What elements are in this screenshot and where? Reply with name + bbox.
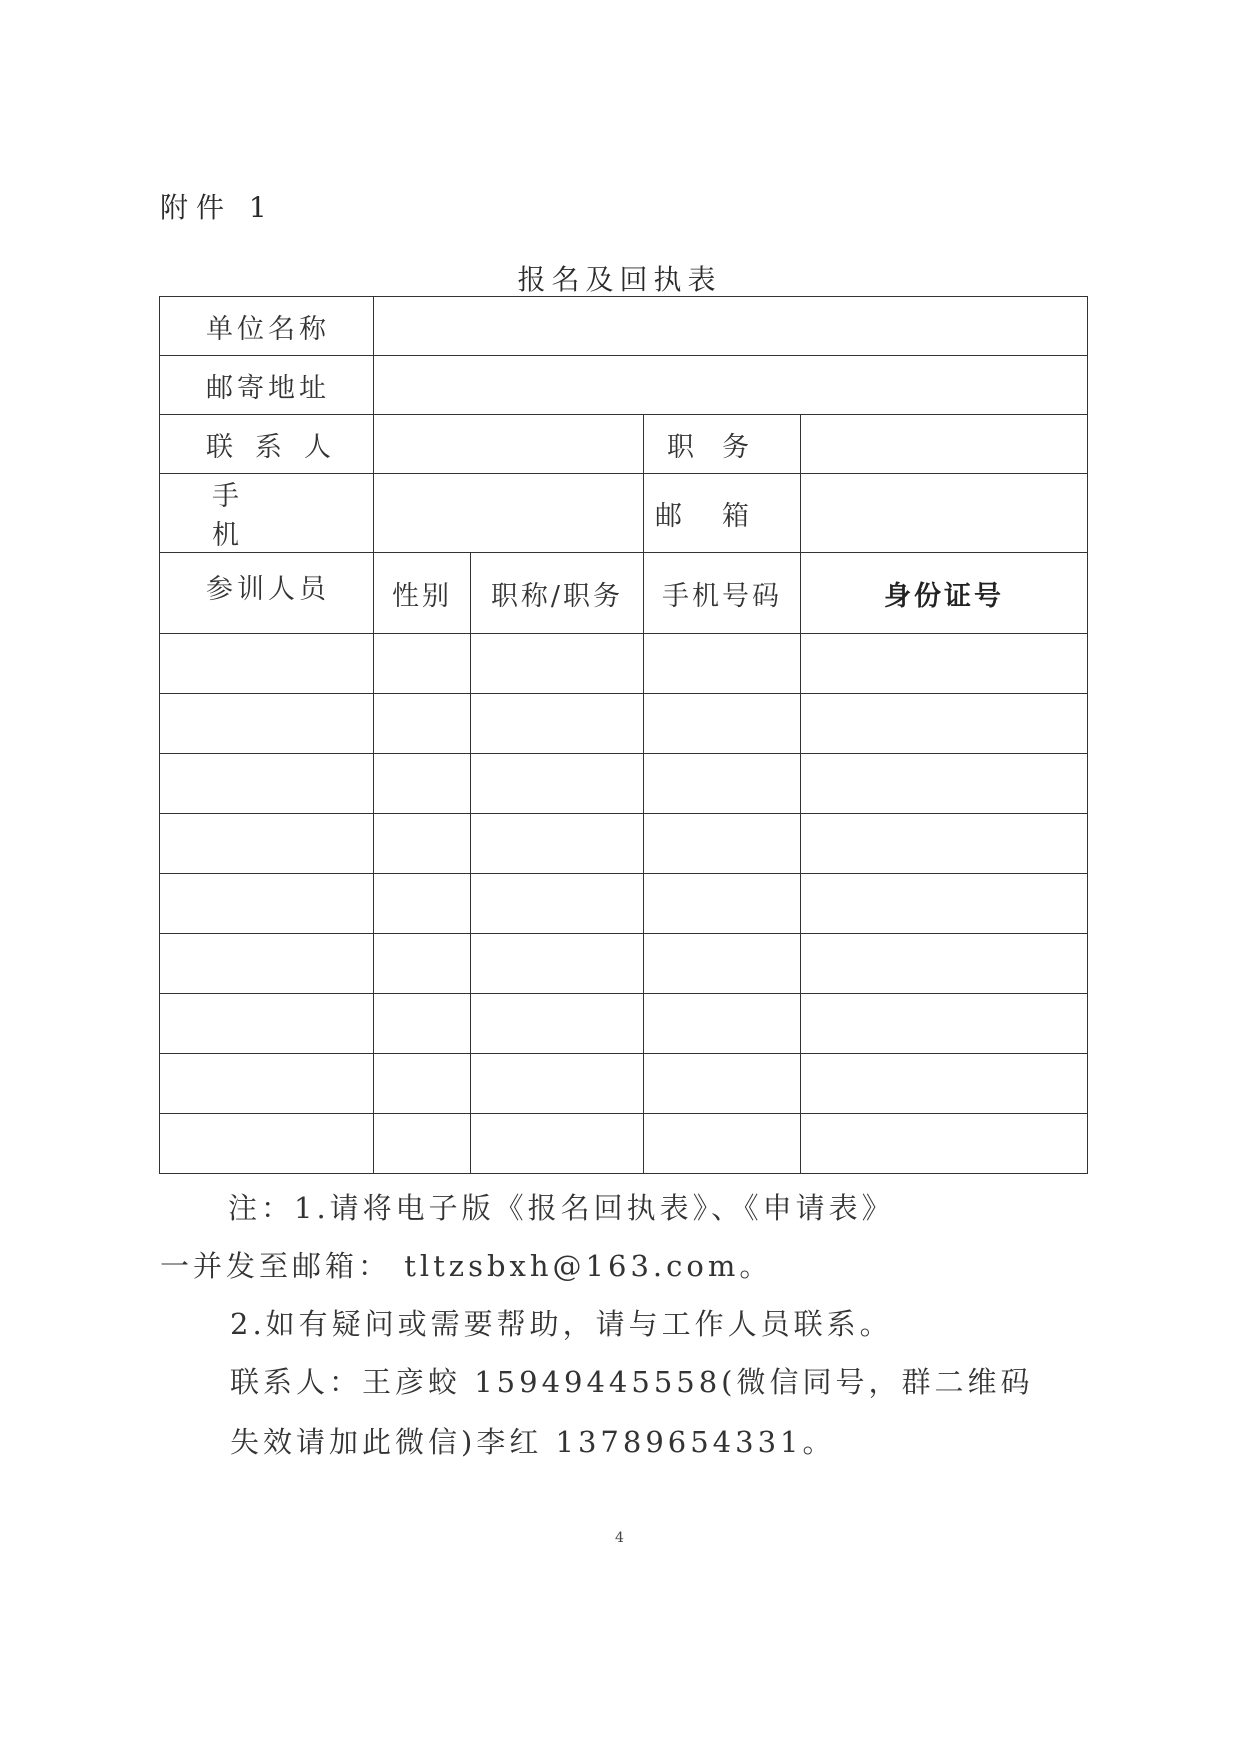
participant-id-cell[interactable] bbox=[801, 754, 1088, 814]
email-field[interactable] bbox=[801, 474, 1088, 553]
form-title: 报名及回执表 bbox=[517, 263, 722, 296]
mobile-field[interactable] bbox=[374, 474, 644, 553]
note-line-4: 联系人：王彦蛟 15949445558(微信同号，群二维码 bbox=[230, 1365, 1034, 1399]
participant-title-cell[interactable] bbox=[471, 934, 644, 994]
page-number: 4 bbox=[615, 1530, 624, 1546]
note-line-3: 2.如有疑问或需要帮助，请与工作人员联系。 bbox=[230, 1307, 893, 1341]
header-title-position: 职称/职务 bbox=[471, 553, 644, 634]
participant-id-cell[interactable] bbox=[801, 874, 1088, 934]
participant-phone-cell[interactable] bbox=[644, 874, 801, 934]
mailing-address-field[interactable] bbox=[374, 356, 1088, 415]
participant-title-cell[interactable] bbox=[471, 1114, 644, 1174]
participant-gender-cell[interactable] bbox=[374, 1054, 471, 1114]
participant-id-cell[interactable] bbox=[801, 994, 1088, 1054]
participant-header-row bbox=[160, 553, 1088, 634]
participant-title-cell[interactable] bbox=[471, 874, 644, 934]
participant-row bbox=[160, 874, 1088, 934]
registration-form-table bbox=[159, 296, 1088, 1174]
contact-person-label: 联系人 bbox=[160, 415, 374, 474]
participant-phone-cell[interactable] bbox=[644, 754, 801, 814]
participant-phone-cell[interactable] bbox=[644, 1054, 801, 1114]
row-mobile-email bbox=[160, 474, 1088, 553]
unit-name-field[interactable] bbox=[374, 297, 1088, 356]
participant-phone-cell[interactable] bbox=[644, 994, 801, 1054]
participant-name-cell[interactable] bbox=[160, 994, 374, 1054]
row-unit-name bbox=[160, 297, 1088, 356]
participant-gender-cell[interactable] bbox=[374, 634, 471, 694]
participant-title-cell[interactable] bbox=[471, 1054, 644, 1114]
participant-gender-cell[interactable] bbox=[374, 814, 471, 874]
participant-id-cell[interactable] bbox=[801, 814, 1088, 874]
participant-row bbox=[160, 754, 1088, 814]
participant-name-cell[interactable] bbox=[160, 934, 374, 994]
participant-gender-cell[interactable] bbox=[374, 874, 471, 934]
position-label: 职务 bbox=[644, 415, 801, 474]
participant-title-cell[interactable] bbox=[471, 814, 644, 874]
participant-title-cell[interactable] bbox=[471, 994, 644, 1054]
participant-name-cell[interactable] bbox=[160, 814, 374, 874]
participant-phone-cell[interactable] bbox=[644, 694, 801, 754]
participant-gender-cell[interactable] bbox=[374, 1114, 471, 1174]
participant-row bbox=[160, 814, 1088, 874]
note-line-1: 注：1.请将电子版《报名回执表》、《申请表》 bbox=[228, 1191, 895, 1225]
participant-name-cell[interactable] bbox=[160, 1054, 374, 1114]
note-line-2: 一并发至邮箱： tltzsbxh@163.com。 bbox=[160, 1249, 773, 1283]
participant-row bbox=[160, 694, 1088, 754]
unit-name-label: 单位名称 bbox=[160, 297, 374, 356]
participant-row bbox=[160, 934, 1088, 994]
email-label: 邮箱 bbox=[644, 474, 801, 553]
participant-phone-cell[interactable] bbox=[644, 634, 801, 694]
participant-gender-cell[interactable] bbox=[374, 934, 471, 994]
header-participant: 参训人员 bbox=[160, 553, 374, 634]
header-mobile-number: 手机号码 bbox=[644, 553, 801, 634]
contact-person-field[interactable] bbox=[374, 415, 644, 474]
participant-name-cell[interactable] bbox=[160, 1114, 374, 1174]
participant-gender-cell[interactable] bbox=[374, 694, 471, 754]
participant-id-cell[interactable] bbox=[801, 1054, 1088, 1114]
header-gender: 性别 bbox=[374, 553, 471, 634]
participant-row bbox=[160, 994, 1088, 1054]
participant-row bbox=[160, 1054, 1088, 1114]
mailing-address-label: 邮寄地址 bbox=[160, 356, 374, 415]
participant-phone-cell[interactable] bbox=[644, 1114, 801, 1174]
note-line-5: 失效请加此微信)李红 13789654331。 bbox=[230, 1425, 836, 1459]
header-id-number: 身份证号 bbox=[801, 553, 1088, 634]
participant-title-cell[interactable] bbox=[471, 754, 644, 814]
participant-phone-cell[interactable] bbox=[644, 814, 801, 874]
row-mailing-address bbox=[160, 356, 1088, 415]
attachment-label: 附件 1 bbox=[160, 191, 275, 224]
participant-id-cell[interactable] bbox=[801, 934, 1088, 994]
participant-id-cell[interactable] bbox=[801, 694, 1088, 754]
participant-gender-cell[interactable] bbox=[374, 994, 471, 1054]
participant-title-cell[interactable] bbox=[471, 634, 644, 694]
mobile-label: 手机 bbox=[160, 474, 374, 553]
participant-id-cell[interactable] bbox=[801, 634, 1088, 694]
participant-row bbox=[160, 1114, 1088, 1174]
participant-name-cell[interactable] bbox=[160, 694, 374, 754]
participant-name-cell[interactable] bbox=[160, 754, 374, 814]
participant-id-cell[interactable] bbox=[801, 1114, 1088, 1174]
participant-title-cell[interactable] bbox=[471, 694, 644, 754]
participant-row bbox=[160, 634, 1088, 694]
participant-phone-cell[interactable] bbox=[644, 934, 801, 994]
row-contact bbox=[160, 415, 1088, 474]
participant-name-cell[interactable] bbox=[160, 634, 374, 694]
participant-gender-cell[interactable] bbox=[374, 754, 471, 814]
participant-name-cell[interactable] bbox=[160, 874, 374, 934]
position-field[interactable] bbox=[801, 415, 1088, 474]
